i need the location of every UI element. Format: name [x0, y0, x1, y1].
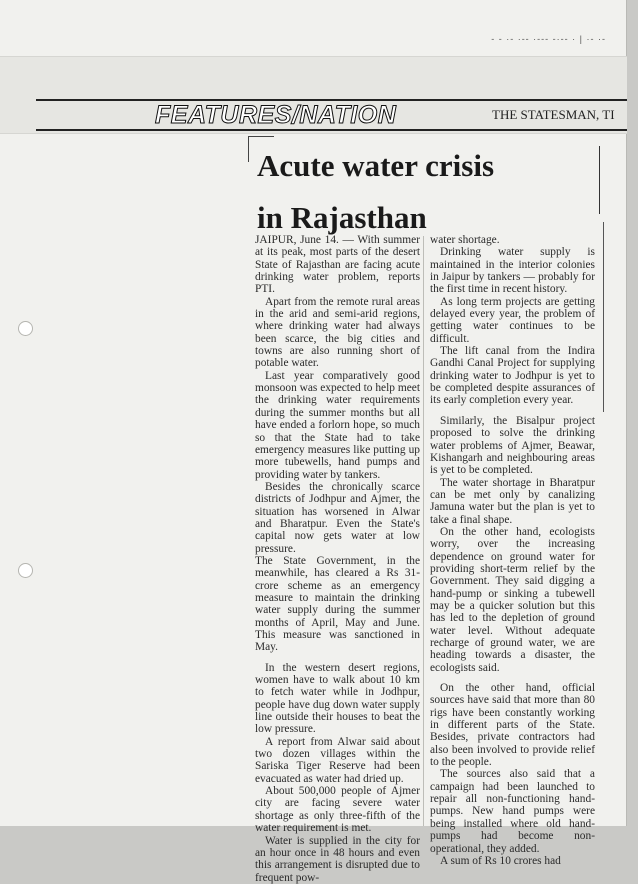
article-column-right — [430, 234, 595, 867]
left-paragraph: JAIPUR, June 14. — With summer at its peak, most parts of the desert State of Rajasthan are facing acute drinking water problem, reports PTI. — [255, 234, 420, 296]
right-paragraph: On the other hand, official sources have said that more than 80 rigs have been constantly working in different parts of the State. Besides, private contractors had also been involved to provide relief to the people. — [430, 682, 595, 769]
punch-hole-lower — [18, 563, 33, 578]
right-paragraph: water shortage. — [430, 234, 500, 246]
section-heading: FEATURES/NATION — [155, 101, 397, 129]
clipping-bracket-mark — [599, 146, 609, 214]
right-paragraph: The water shortage in Bharatpur can be met only by canalizing Jamuna water but the plan is yet to take a final shape. — [430, 476, 595, 526]
left-paragraph: Besides the chronically scarce districts of Jodhpur and Ajmer, the situation has worsened in Alwar and Bharatpur. Even the State's capital now gets water at low pressure. — [255, 480, 420, 555]
right-paragraph: The lift canal from the Indira Gandhi Canal Project for supplying drinking water to Jodhpur is yet to be completed despite assurances of its early completion every year. — [430, 345, 595, 407]
top-edge-marks: - - ·- ·-- ·--- -·-- · | ·- ·- — [491, 34, 606, 44]
left-paragraph: In the western desert regions, women have to walk about 10 km to fetch water while in Jodhpur, people have dug down water supply line outside their houses to beat the low pressure. — [255, 661, 420, 736]
article-headline — [257, 140, 587, 244]
newspaper-name: THE STATESMAN, TI — [492, 107, 615, 122]
column-divider — [423, 236, 424, 826]
headline-line-2: in Rajasthan — [257, 200, 427, 235]
right-paragraph: As long term projects are getting delayed every year, the problem of getting water continues to be difficult. — [430, 295, 595, 345]
left-paragraph: Water is supplied in the city for an hour once in 48 hours and even this arrangement is disrupted due to frequent pow- — [255, 834, 420, 884]
left-paragraph: A report from Alwar said about two dozen villages within the Sariska Tiger Reserve had been evacuated as water had dried up. — [255, 735, 420, 785]
left-paragraph: Last year comparatively good monsoon was expected to help meet the drinking water requirements during the summer months but all have ended a forlorn hope, so much so that the State had to take emergency measures like putting up more tubewells, hand pumps and providing water by tankers. — [255, 369, 420, 481]
masthead-bottom-rule — [36, 129, 627, 131]
right-paragraph: A sum of Rs 10 crores had — [440, 854, 561, 867]
right-paragraph: On the other hand, ecologists worry, over the increasing dependence on ground water for providing short-term relief by the Government. They said digging a hand-pump or sinking a tubewell may be a quicker solution but this has led to the depletion of ground water level. Without adequate recharge of ground water, we are heading towards a disaster, the ecologists said. — [430, 525, 595, 674]
clipping-side-line — [603, 222, 604, 412]
right-paragraph: Similarly, the Bisalpur project proposed to solve the drinking water problems of Ajmer, Beawar, Kishangarh and neighbouring areas is yet to be completed. — [430, 414, 595, 477]
punch-hole-upper — [18, 321, 33, 336]
headline-line-1: Acute water crisis — [257, 148, 495, 183]
left-paragraph: About 500,000 people of Ajmer city are facing severe water shortage as only three-fifth of the water requirement is met. — [255, 785, 420, 835]
right-paragraph: Drinking water supply is maintained in the interior colonies in Jaipur by tankers — probably for the first time in recent history. — [430, 246, 595, 296]
left-paragraph: Apart from the remote rural areas in the arid and semi-arid regions, where drinking water had always been scarce, the big cities and towns are also running short of potable water. — [255, 295, 420, 370]
right-paragraph: The sources also said that a campaign had been launched to repair all non-functioning hand-pumps. New hand pumps were being installed where old hand-pumps had become non-operational, they added. — [430, 768, 595, 855]
left-paragraph: The State Government, in the meanwhile, has cleared a Rs 31-crore scheme as an emergency measure to maintain the drinking water supply during the summer months of April, May and June. This measure was sanctioned in May. — [255, 554, 420, 654]
article-column-left — [255, 234, 420, 884]
